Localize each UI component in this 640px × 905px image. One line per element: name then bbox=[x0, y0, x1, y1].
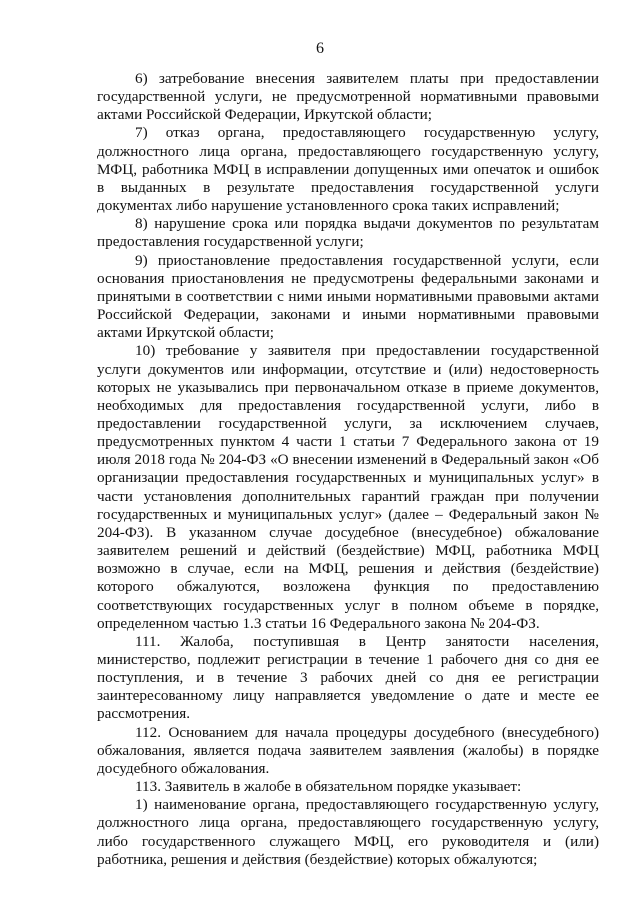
paragraph-clause-113-item-1: 1) наименование органа, предоставляющего государственную услугу, должностного лица органа, предоставляющего государственную услугу, либо государственного служащего МФЦ, его руководителя и (или) работника, решения и действия (бездействие) которых обжалуются; bbox=[97, 796, 599, 868]
document-body bbox=[97, 70, 599, 869]
paragraph-item-6: 6) затребование внесения заявителем платы при предоставлении государственной услуги, не предусмотренной нормативными правовыми актами Российской Федерации, Иркутской области; bbox=[97, 70, 599, 124]
paragraph-item-7: 7) отказ органа, предоставляющего государственную услугу, должностного лица органа, предоставляющего государственную услугу, МФЦ, работника МФЦ в исправлении допущенных ими опечаток и ошибок в выданных в результате предоставления государственной услуги документах либо нарушение установленного срока таких исправлений; bbox=[97, 124, 599, 215]
page-number: 6 bbox=[316, 40, 324, 57]
paragraph-clause-111: 111. Жалоба, поступившая в Центр занятости населения, министерство, подлежит регистрации в течение 1 рабочего дня со дня ее поступления, и в течение 3 рабочих дней со дня ее регистрации заинтересованному лицу направляется уведомление о дате и месте ее рассмотрения. bbox=[97, 632, 599, 723]
paragraph-item-10: 10) требование у заявителя при предоставлении государственной услуги документов или информации, отсутствие и (или) недостоверность которых не указывались при первоначальном отказе в приеме документов, необходимых для предоставления государственной услуги, либо в предоставлении государственной услуги, за исключением случаев, предусмотренных пунктом 4 части 1 статьи 7 Федерального закона от 19 июля 2018 года № 204-ФЗ «О внесении изменений в Федеральный закон «Об организации предоставления государственных и муниципальных услуг» в части установления дополнительных гарантий граждан при получении государственных и муниципальных услуг» (далее – Федеральный закон № 204-ФЗ). В указанном случае досудебное (внесудебное) обжалование заявителем решений и действий (бездействие) МФЦ, работника МФЦ возможно в случае, если на МФЦ, решения и действия (бездействие) которого обжалуются, возложена функция по предоставлению соответствующих государственных услуг в полном объеме в порядке, определенном частью 1.3 статьи 16 Федерального закона № 204-ФЗ. bbox=[97, 342, 599, 632]
paragraph-item-9: 9) приостановление предоставления государственной услуги, если основания приостановления не предусмотрены федеральными законами и принятыми в соответствии с ними иными нормативными правовыми актами Российской Федерации, законами и иными нормативными правовыми актами Иркутской области; bbox=[97, 251, 599, 342]
paragraph-clause-113: 113. Заявитель в жалобе в обязательном порядке указывает: bbox=[135, 778, 522, 796]
paragraph-item-8: 8) нарушение срока или порядка выдачи документов по результатам предоставления государственной услуги; bbox=[97, 215, 599, 251]
paragraph-clause-112: 112. Основанием для начала процедуры досудебного (внесудебного) обжалования, является подача заявителем заявления (жалобы) в порядке досудебного обжалования. bbox=[97, 723, 599, 777]
